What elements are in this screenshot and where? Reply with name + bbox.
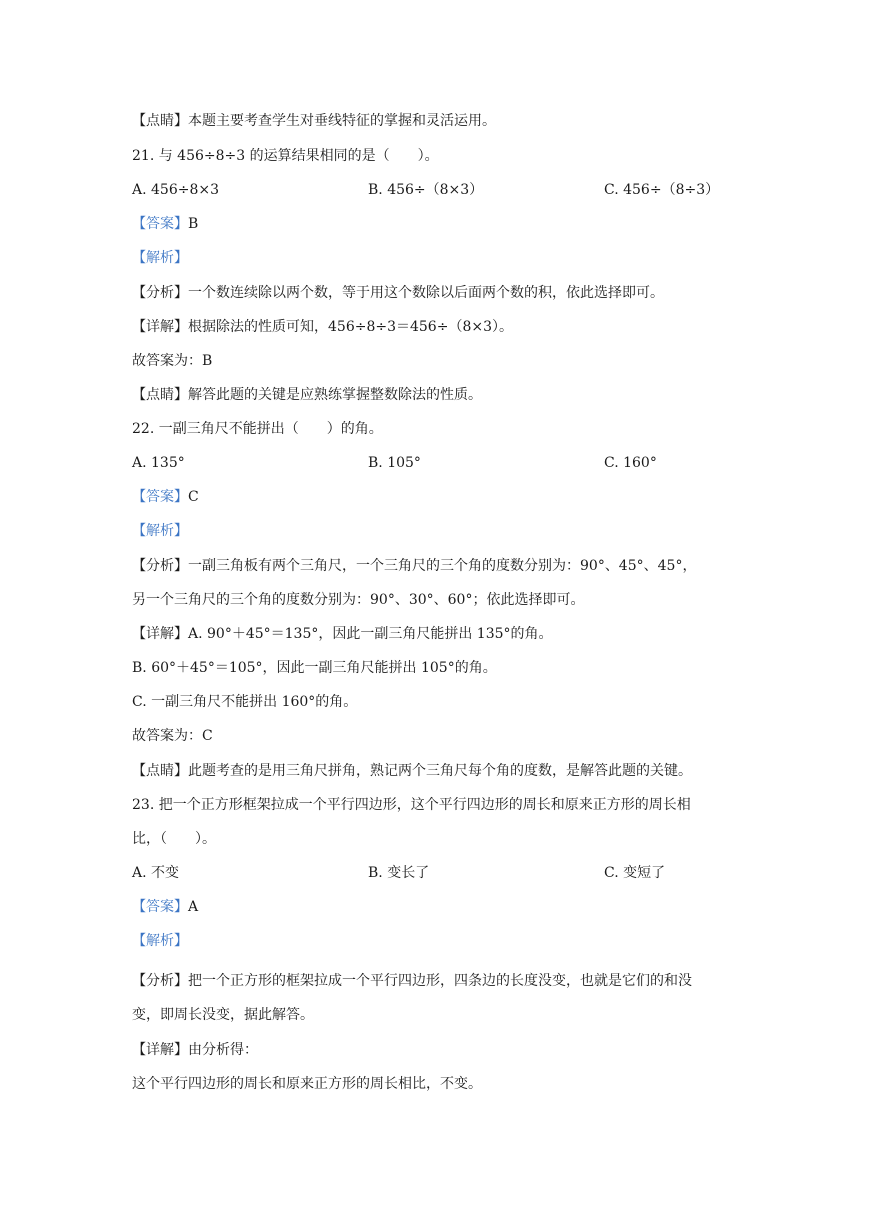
question-22: 22. 一副三角尺不能拼出（ ）的角。 <box>132 421 383 437</box>
dianjing-previous: 【点睛】本题主要考查学生对垂线特征的掌握和灵活运用。 <box>132 113 496 129</box>
answer-tag: 【答案】 <box>132 216 188 232</box>
q21-final-answer: 故答案为：B <box>132 353 213 369</box>
answer-value: A <box>188 899 199 915</box>
q21-analysis-tag: 【解析】 <box>132 250 188 266</box>
q23-option-a: A. 不变 <box>132 865 180 881</box>
q23-fenxi-line-2: 变，即周长没变，据此解答。 <box>132 1007 314 1023</box>
q21-fenxi: 【分析】一个数连续除以两个数，等于用这个数除以后面两个数的积，依此选择即可。 <box>132 285 664 301</box>
q21-answer <box>132 214 198 234</box>
q23-fenxi-line-1: 【分析】把一个正方形的框架拉成一个平行四边形，四条边的长度没变，也就是它们的和没 <box>132 973 692 989</box>
q22-option-a: A. 135° <box>132 455 185 471</box>
q21-option-a: A. 456÷8×3 <box>132 182 220 198</box>
q22-answer <box>132 487 199 507</box>
q21-xiangjie: 【详解】根据除法的性质可知，456÷8÷3＝456÷（8×3）。 <box>132 319 513 335</box>
q22-fenxi-line-1: 【分析】一副三角板有两个三角尺，一个三角尺的三个角的度数分别为：90°、45°、45°， <box>132 558 697 574</box>
q22-dianjing: 【点睛】此题考查的是用三角尺拼角，熟记两个三角尺每个角的度数，是解答此题的关键。 <box>132 763 692 779</box>
q23-xiangjie-line-2: 这个平行四边形的周长和原来正方形的周长相比，不变。 <box>132 1076 482 1092</box>
q23-answer <box>132 897 198 917</box>
answer-tag: 【答案】 <box>132 899 188 915</box>
q21-dianjing: 【点睛】解答此题的关键是应熟练掌握整数除法的性质。 <box>132 387 482 403</box>
q22-analysis-tag: 【解析】 <box>132 523 188 539</box>
q22-final-answer: 故答案为：C <box>132 728 213 744</box>
answer-tag: 【答案】 <box>132 489 188 505</box>
q22-xiangjie-line-3: C. 一副三角尺不能拼出 160°的角。 <box>132 694 358 710</box>
question-23-line-2: 比，（ ）。 <box>132 831 216 847</box>
q22-option-c: C. 160° <box>604 455 657 471</box>
q22-xiangjie-line-1: 【详解】A. 90°＋45°＝135°，因此一副三角尺能拼出 135°的角。 <box>132 626 553 642</box>
answer-value: B <box>188 216 199 232</box>
q22-option-b: B. 105° <box>368 455 421 471</box>
q23-option-c: C. 变短了 <box>604 865 666 881</box>
q21-option-c: C. 456÷（8÷3） <box>604 182 720 198</box>
q23-xiangjie-line-1: 【详解】由分析得： <box>132 1042 258 1058</box>
q23-analysis-tag: 【解析】 <box>132 933 188 949</box>
q22-xiangjie-line-2: B. 60°＋45°＝105°，因此一副三角尺能拼出 105°的角。 <box>132 660 497 676</box>
q23-option-b: B. 变长了 <box>368 865 430 881</box>
answer-value: C <box>188 489 199 505</box>
q21-option-b: B. 456÷（8×3） <box>368 182 484 198</box>
q22-fenxi-line-2: 另一个三角尺的三个角的度数分别为：90°、30°、60°；依此选择即可。 <box>132 592 585 608</box>
question-23-line-1: 23. 把一个正方形框架拉成一个平行四边形，这个平行四边形的周长和原来正方形的周长相 <box>132 797 691 813</box>
question-21: 21. 与 456÷8÷3 的运算结果相同的是（ ）。 <box>132 148 439 164</box>
